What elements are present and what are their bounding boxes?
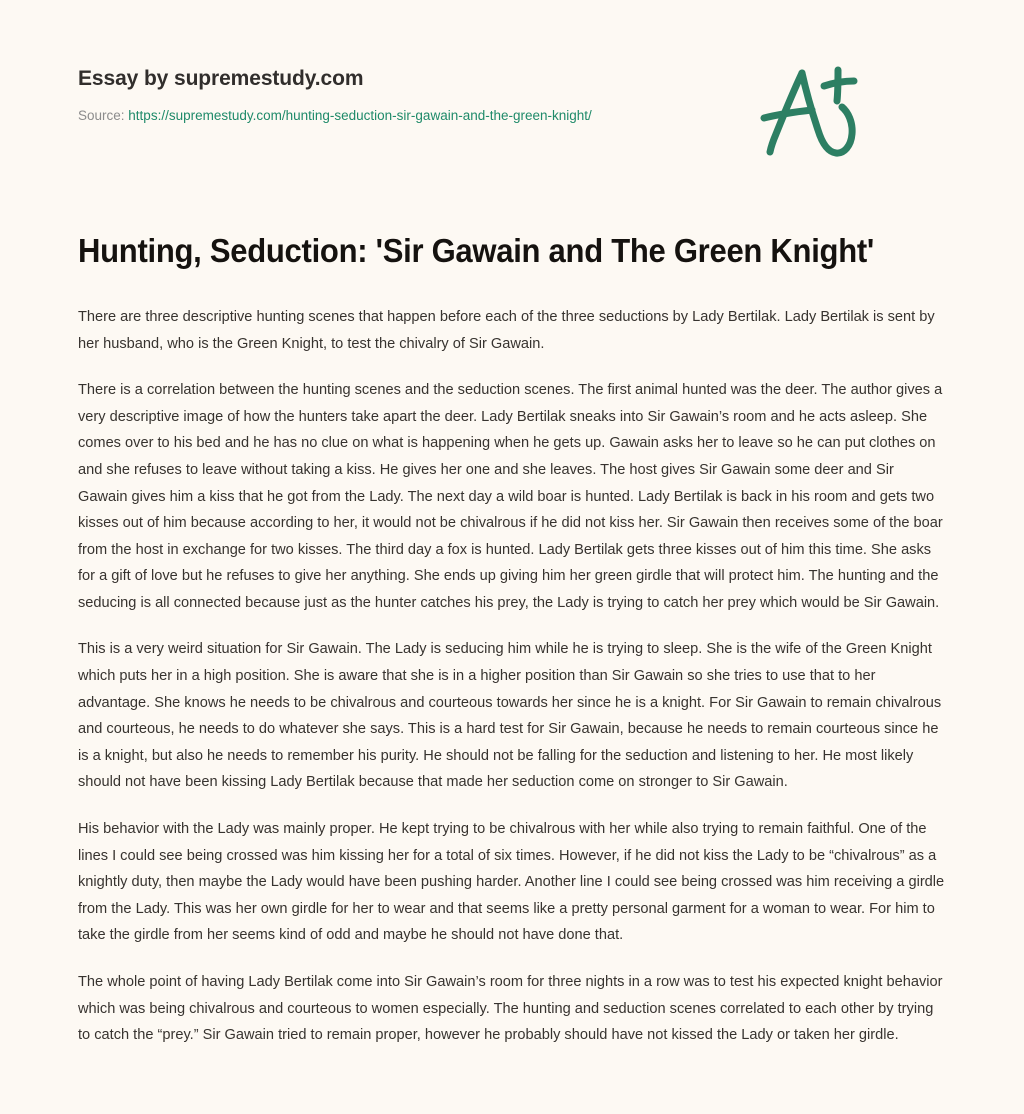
- article-paragraph: There is a correlation between the hunting scenes and the seduction scenes. The first animal hunted was the deer. The author gives a very descriptive image of how the hunters take apart the deer. Lady Bertilak sneaks into Sir Gawain’s room and he acts asleep. She comes over to his bed and he has no clue on what is happening when he gets up. Gawain asks her to leave so he can put clothes on and she refuses to leave without taking a kiss. He gives her one and she leaves. The host gives Sir Gawain some deer and Sir Gawain gives him a kiss that he got from the Lady. The next day a wild boar is hunted. Lady Bertilak is back in his room and gets two kisses out of him because according to her, it would not be chivalrous if he did not kiss her. Sir Gawain then receives some of the boar from the host in exchange for two kisses. The third day a fox is hunted. Lady Bertilak gets three kisses out of him this time. She asks for a gift of love but he refuses to give her anything. She ends up giving him her green girdle that will protect him. The hunting and the seducing is all connected because just as the hunter catches his prey, the Lady is trying to catch her prey which would be Sir Gawain.: [78, 382, 943, 611]
- article-paragraph: The whole point of having Lady Bertilak come into Sir Gawain’s room for three nights in a row was to test his expected knight behavior which was being chivalrous and courteous to women especially. The hunting and seduction scenes correlated to each other by trying to catch the “prey.” Sir Gawain tried to remain proper, however he probably should have not kissed the Lady or taken her girdle.: [78, 974, 943, 1044]
- source-url-link[interactable]: https://supremestudy.com/hunting-seduction-sir-gawain-and-the-green-knight/: [128, 108, 592, 124]
- article-paragraph: There are three descriptive hunting scenes that happen before each of the three seductions by Lady Bertilak. Lady Bertilak is sent by her husband, who is the Green Knight, to test the chivalry of Sir Gawain.: [78, 308, 935, 352]
- source-label: Source:: [78, 108, 125, 124]
- page-header: [78, 0, 946, 124]
- brand-title: Essay by supremestudy.com: [78, 67, 364, 90]
- article-body: [78, 304, 946, 1049]
- article-paragraph: This is a very weird situation for Sir Gawain. The Lady is seducing him while he is trying to sleep. She is the wife of the Green Knight which puts her in a high position. She is aware that she is in a higher position than Sir Gawain so she tries to use that to her advantage. She knows he needs to be chivalrous and courteous towards her since he is a knight. For Sir Gawain to remain chivalrous and courteous, he needs to do whatever she says. This is a hard test for Sir Gawain, because he needs to remain courteous since he is a knight, but also he needs to remember his purity. He should not be falling for the seduction and listening to her. He most likely should not have been kissing Lady Bertilak because that made her seduction come on stronger to Sir Gawain.: [78, 641, 942, 791]
- a-plus-logo-icon: [748, 60, 868, 164]
- article: [78, 232, 946, 1049]
- article-paragraph: His behavior with the Lady was mainly proper. He kept trying to be chivalrous with her while also trying to remain faithful. One of the lines I could see being crossed was him kissing her for a total of six times. However, if he did not kiss the Lady to be “chivalrous” as a knightly duty, then maybe the Lady would have been pushing harder. Another line I could see being crossed was him receiving a girdle from the Lady. This was her own girdle for her to wear and that seems like a pretty personal garment for a woman to wear. For him to take the girdle from her seems kind of odd and maybe he should not have done that.: [78, 821, 945, 944]
- article-title: Hunting, Seduction: 'Sir Gawain and The Green Knight': [78, 232, 875, 269]
